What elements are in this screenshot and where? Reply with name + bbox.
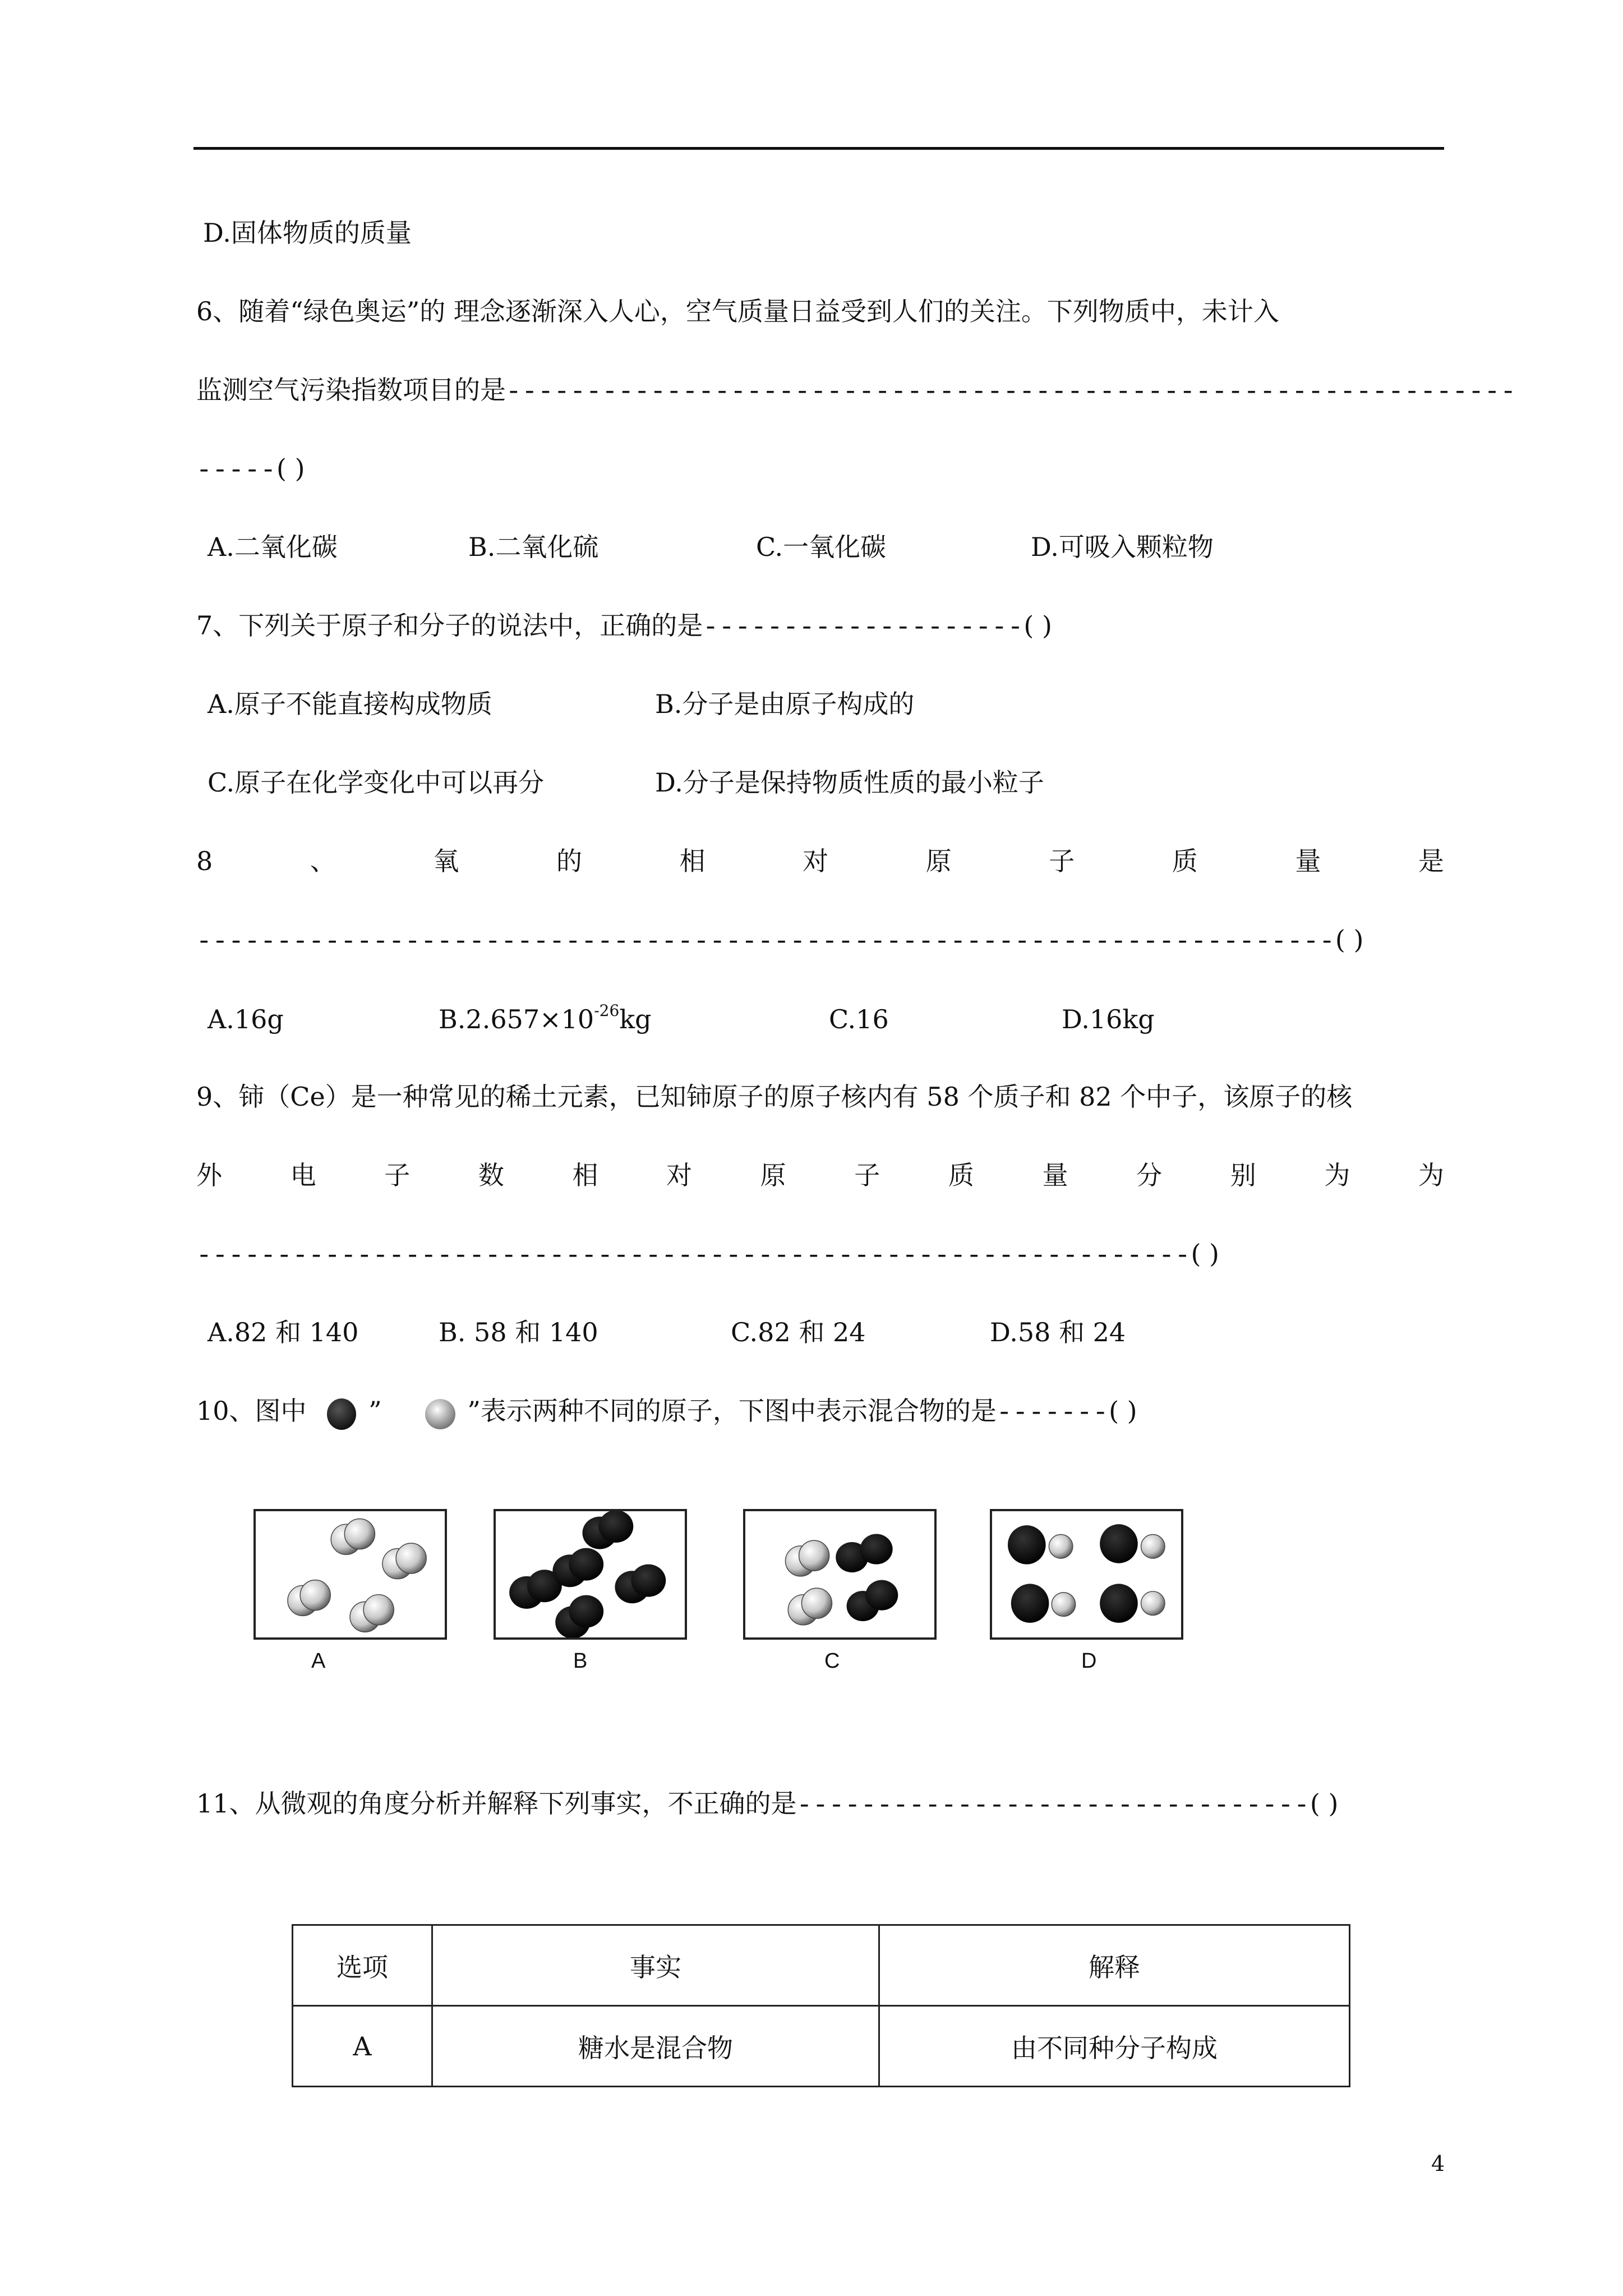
table-row: [293, 2006, 1350, 2087]
figure-d-box: [990, 1509, 1183, 1640]
q9-char: 分: [1136, 1160, 1163, 1190]
q9-char: 原: [760, 1160, 786, 1190]
q10-stem-mid: ”: [368, 1396, 382, 1426]
q7-stem-text: 7、下列关于原子和分子的说法中，正确的是: [196, 610, 703, 641]
figure-b-box: [494, 1509, 687, 1640]
q9-char: 为: [1418, 1160, 1444, 1190]
q6-stem-text: 监测空气污染指数项目的是: [196, 375, 506, 405]
q11-stem: [196, 1787, 1338, 1823]
figure-b-label: B: [573, 1649, 588, 1673]
q10-stem: [196, 1394, 1137, 1430]
q9-stem-line2: [196, 1158, 1444, 1192]
figure-a-label: A: [311, 1649, 326, 1673]
table-cell: 糖水是混合物: [432, 2006, 879, 2087]
q6-dashes-cont: -----: [196, 456, 277, 485]
q9-char: 对: [666, 1160, 693, 1190]
table-header-cell: 解释: [879, 1925, 1350, 2006]
q7-stem: [196, 609, 1052, 645]
q11-answer-blank: ( ): [1310, 1788, 1339, 1819]
q6-option-d: D.可吸入颗粒物: [1031, 532, 1214, 562]
q8-option-b-base: B.2.657×10: [439, 1004, 594, 1034]
q6-answer-blank: ( ): [276, 453, 305, 484]
q8-char: 原: [925, 846, 952, 876]
q8-option-c: C.16: [829, 1004, 889, 1034]
q8-char: 量: [1295, 846, 1321, 876]
figure-c-label: C: [824, 1649, 840, 1673]
page-number: 4: [1431, 2151, 1445, 2176]
q10-stem-pre: 10、图中: [196, 1396, 307, 1426]
q6-stem-line1: 6、随着“绿色奥运”的 理念逐渐深入人心，空气质量日益受到人们的关注。下列物质中，未计入: [196, 296, 1279, 326]
q9-option-c: C.82 和 24: [731, 1317, 866, 1347]
header-rule: [193, 147, 1444, 150]
q8-option-b-unit: kg: [619, 1004, 652, 1034]
figure-a-diagram: [256, 1511, 445, 1637]
q7-option-b: B.分子是由原子构成的: [655, 689, 915, 719]
q9-char: 量: [1042, 1160, 1068, 1190]
white-atom-icon: [423, 1396, 457, 1430]
q9-stem-line1: 9、铈（Ce）是一种常见的稀土元素，已知铈原子的原子核内有 58 个质子和 82 个中子，该原子的核: [196, 1082, 1353, 1112]
q8-char: 相: [679, 846, 706, 876]
q10-dashes: -------: [996, 1398, 1109, 1428]
q9-option-a: A.82 和 140: [208, 1317, 359, 1347]
q9-char: 别: [1230, 1160, 1256, 1190]
figure-a-box: [253, 1509, 447, 1640]
table-cell: 由不同种分子构成: [879, 2006, 1350, 2087]
q9-char: 电: [290, 1160, 316, 1190]
q9-char: 子: [384, 1160, 411, 1190]
q10-answer-blank: ( ): [1109, 1396, 1137, 1426]
q9-char: 数: [478, 1160, 504, 1190]
table-header-row: [293, 1925, 1350, 2006]
black-atom-icon: [325, 1396, 358, 1430]
q6-option-a: A.二氧化碳: [208, 532, 338, 562]
q8-char: 质: [1172, 846, 1198, 876]
q8-option-d: D.16kg: [1062, 1004, 1155, 1034]
q9-option-b: B. 58 和 140: [439, 1317, 598, 1347]
q8-char: 是: [1418, 846, 1444, 876]
q8-char: 8: [196, 846, 213, 876]
q7-dashes: --------------------: [703, 613, 1024, 642]
q8-answer-blank: ( ): [1335, 924, 1364, 955]
figure-c-diagram: [745, 1511, 934, 1637]
q6-stem-line2: [196, 373, 1516, 409]
q8-dashes: -----------------------------------------------------------------------: [196, 927, 1335, 956]
q9-char: 子: [854, 1160, 880, 1190]
table-header-cell: 事实: [432, 1925, 879, 2006]
q6-stem-line3: [196, 452, 305, 487]
q7-answer-blank: ( ): [1023, 610, 1052, 641]
q10-stem-post: ”表示两种不同的原子，下图中表示混合物的是: [467, 1396, 997, 1426]
q11-stem-text: 11、从微观的角度分析并解释下列事实，不正确的是: [196, 1788, 797, 1819]
q8-option-b-exponent: -26: [594, 1001, 620, 1020]
q9-char: 外: [196, 1160, 222, 1190]
q9-char: 相: [572, 1160, 598, 1190]
q8-char: 对: [803, 846, 829, 876]
figure-b-diagram: [496, 1511, 685, 1637]
q6-option-c: C.一氧化碳: [756, 532, 887, 562]
q8-char: 、: [310, 846, 336, 876]
q8-char: 氧: [433, 846, 459, 876]
q9-char: 为: [1324, 1160, 1350, 1190]
q8-stem-line2: [196, 923, 1363, 959]
q7-option-d: D.分子是保持物质性质的最小粒子: [655, 767, 1044, 798]
q9-char: 质: [948, 1160, 974, 1190]
q9-option-d: D.58 和 24: [990, 1317, 1126, 1347]
q11-dashes: --------------------------------: [796, 1791, 1310, 1820]
q7-option-a: A.原子不能直接构成物质: [208, 689, 492, 719]
q8-option-a: A.16g: [208, 1004, 284, 1034]
table-header-cell: 选项: [293, 1925, 432, 2006]
q9-dashes: --------------------------------------------------------------: [196, 1241, 1191, 1271]
figure-c-box: [743, 1509, 937, 1640]
q8-option-b: [439, 1002, 652, 1036]
table-cell: A: [293, 2006, 432, 2087]
q6-option-b: B.二氧化硫: [468, 532, 599, 562]
q11-table: [292, 1924, 1350, 2087]
figure-d-diagram: [992, 1511, 1181, 1637]
q7-option-c: C.原子在化学变化中可以再分: [208, 767, 545, 798]
q8-char: 子: [1049, 846, 1075, 876]
q5-option-d: D.固体物质的质量: [203, 218, 412, 248]
q6-dashes: ---------------------------------------------------------------: [506, 378, 1517, 407]
q8-stem: [196, 844, 1444, 878]
figure-d-label: D: [1081, 1649, 1097, 1673]
q9-answer-blank: ( ): [1191, 1239, 1219, 1269]
q8-char: 的: [556, 846, 582, 876]
q9-stem-line3: [196, 1237, 1219, 1273]
